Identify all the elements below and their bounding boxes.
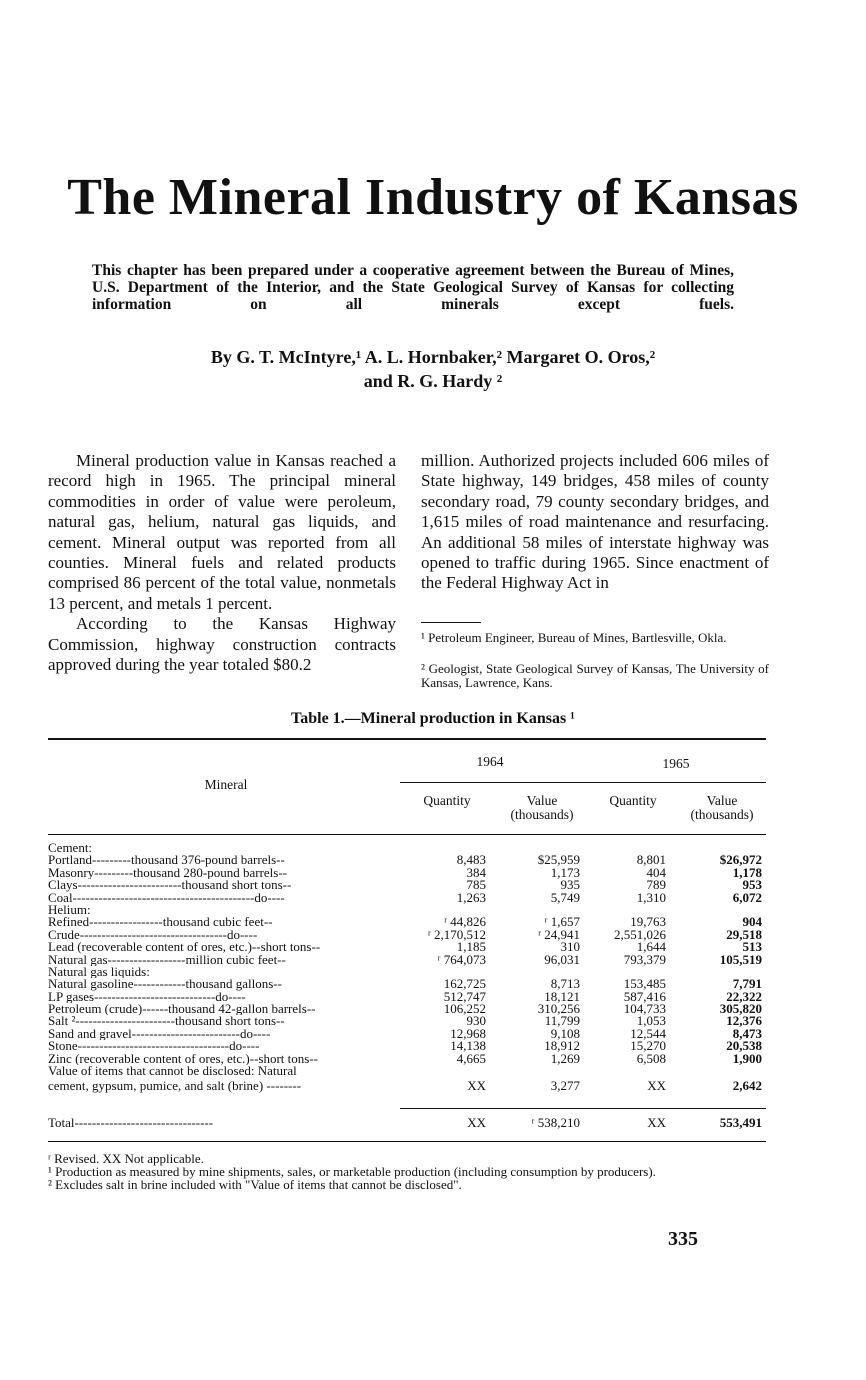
quantity-1964: ʳ 764,073: [437, 951, 486, 967]
quantity-1965: 6,508: [636, 1050, 666, 1066]
row-label: Crude----------------------------------do----: [48, 928, 258, 942]
year-rule: [400, 782, 766, 783]
row-label: Cement:: [48, 842, 93, 855]
table-notes: [48, 1152, 766, 1191]
total-rule: [400, 1108, 766, 1109]
body-column-right: [421, 451, 769, 594]
row-label: Petroleum (crude)------thousand 42-gallon barrels--: [48, 1003, 316, 1016]
value-1965: 953: [742, 877, 762, 893]
value-1965: 1,178: [732, 864, 762, 880]
footnote-2: ² Geologist, State Geological Survey of Kansas, The University of Kansas, Lawrence, Kans.: [421, 661, 769, 690]
row-label: Stone-----------------------------------do----: [48, 1040, 260, 1053]
col-header-quantity-1965: Quantity: [609, 793, 657, 808]
value-1964: 310,256: [537, 1001, 580, 1017]
value-1965: 22,322: [726, 988, 762, 1004]
col-header-value-1964: [498, 794, 586, 822]
quantity-1964: 384: [466, 864, 486, 880]
value-unit: (thousands): [690, 807, 754, 822]
quantity-1964: 785: [466, 877, 486, 893]
note-revised: ʳ Revised. XX Not applicable.: [48, 1151, 204, 1166]
row-label: Clays------------------------thousand short tons--: [48, 879, 292, 892]
row-label: cement, gypsum, pumice, and salt (brine) --------: [48, 1080, 302, 1093]
quantity-1964: 1,263: [456, 889, 486, 905]
table-row: [48, 1050, 766, 1066]
total-label: Total--------------------------------: [48, 1117, 214, 1130]
quantity-1964: ʳ 44,826: [444, 914, 486, 930]
quantity-1964: ʳ 2,170,512: [427, 926, 486, 942]
value-1965: 105,519: [719, 951, 762, 967]
col-header-quantity-1964: Quantity: [423, 793, 471, 808]
body-column-left: [48, 451, 396, 675]
row-label: LP gases----------------------------do----: [48, 990, 246, 1004]
note-production: ¹ Production as measured by mine shipments, sales, or marketable production (including consumption by producers).: [48, 1164, 656, 1179]
table-row: [48, 951, 766, 967]
table-body: [48, 842, 766, 1093]
col-header-mineral: Mineral: [204, 777, 248, 792]
quantity-1964: 512,747: [443, 988, 486, 1004]
quantity-1965: 404: [646, 864, 666, 880]
value-1965: 6,072: [732, 889, 762, 905]
quantity-1965: 2,551,026: [614, 926, 666, 942]
value-1964: 18,121: [544, 988, 580, 1004]
total-quantity-1964: XX: [467, 1115, 486, 1130]
col-header-1964: 1964: [476, 754, 504, 769]
value-1964: 96,031: [544, 951, 580, 967]
quantity-1965: 19,763: [630, 914, 666, 930]
quantity-1964: 162,725: [443, 976, 486, 992]
value-1964: 9,108: [550, 1025, 580, 1041]
quantity-1964: 4,665: [456, 1050, 486, 1066]
quantity-1965: 789: [646, 877, 666, 893]
quantity-1965: 15,270: [630, 1038, 666, 1054]
note-salt: ² Excludes salt in brine included with "Value of items that cannot be disclosed".: [48, 1177, 462, 1192]
chapter-title: The Mineral Industry of Kansas: [67, 169, 799, 226]
quantity-1965: 793,379: [623, 951, 666, 967]
value-1965: 29,518: [726, 926, 762, 942]
quantity-1965: 104,733: [623, 1001, 666, 1017]
row-label: Coal------------------------------------------do----: [48, 891, 285, 904]
quantity-1965: 153,485: [623, 976, 666, 992]
row-label: Natural gasoline------------thousand gallons--: [48, 978, 282, 991]
value-label: Value: [526, 793, 558, 808]
total-value-1964: ʳ 538,210: [531, 1115, 580, 1130]
quantity-1964: 8,483: [456, 852, 486, 868]
value-1964: 5,749: [550, 889, 580, 905]
value-1964: ʳ 24,941: [538, 926, 580, 942]
value-1964: 310: [560, 939, 580, 955]
authors-line-2: and R. G. Hardy ²: [363, 371, 503, 391]
quantity-1964: 12,968: [450, 1025, 486, 1041]
value-1964: 18,912: [544, 1038, 580, 1054]
value-unit: (thousands): [510, 807, 574, 822]
value-label: Value: [706, 793, 738, 808]
row-label: Portland---------thousand 376-pound barrels--: [48, 854, 285, 867]
quantity-1965: XX: [647, 1078, 666, 1094]
page-number: 335: [668, 1228, 698, 1250]
value-1965: 305,820: [719, 1001, 762, 1017]
quantity-1964: XX: [467, 1078, 486, 1094]
quantity-1965: 587,416: [623, 988, 666, 1004]
body-paragraph: According to the Kansas Highway Commission, highway construction contracts approved during the year totaled $80.2: [48, 614, 396, 675]
value-1965: $26,972: [719, 852, 762, 868]
value-1964: ʳ 1,657: [544, 914, 580, 930]
table-bottom-rule: [48, 1141, 766, 1142]
quantity-1964: 106,252: [443, 1001, 486, 1017]
quantity-1964: 14,138: [450, 1038, 486, 1054]
row-label: Lead (recoverable content of ores, etc.)--short tons--: [48, 941, 321, 954]
body-paragraph: Mineral production value in Kansas reached a record high in 1965. The principal mineral commodities in order of value were peroleum, natural gas, helium, natural gas liquids, and cement. Mineral output was reported from all counties. Mineral fuels and related products comprised 86 percent of the total value, nonmetals 13 percent, and metals 1 percent.: [48, 451, 396, 613]
intro-paragraph: This chapter has been prepared under a cooperative agreement between the Bureau of Mines, U.S. Department of the Interior, and the State Geological Survey of Kansas for collecting information on all minerals except fuels.: [92, 262, 734, 313]
col-header-1965: 1965: [662, 756, 690, 771]
value-1965: 12,376: [726, 1013, 762, 1029]
value-1964: 935: [560, 877, 580, 893]
row-label: Value of items that cannot be disclosed: Natural: [48, 1065, 297, 1078]
col-header-value-1965: [678, 794, 766, 822]
row-label: Masonry---------thousand 280-pound barrels--: [48, 866, 287, 880]
quantity-1965: 1,310: [636, 889, 666, 905]
footnote-1: ¹ Petroleum Engineer, Bureau of Mines, Bartlesville, Okla.: [421, 630, 727, 645]
value-1965: 904: [742, 914, 762, 930]
quantity-1965: 1,644: [636, 939, 666, 955]
row-label: Zinc (recoverable content of ores, etc.)--short tons--: [48, 1052, 318, 1066]
value-1965: 8,473: [732, 1025, 762, 1041]
row-label: Salt ²-----------------------thousand short tons--: [48, 1015, 285, 1028]
table-top-rule: [48, 738, 766, 740]
table-row: [48, 1080, 766, 1092]
value-1965: 2,642: [732, 1078, 762, 1094]
row-label: Refined-----------------thousand cubic feet--: [48, 916, 273, 929]
total-row: [48, 1117, 766, 1129]
value-1965: 1,900: [732, 1050, 762, 1066]
quantity-1965: 8,801: [636, 852, 666, 868]
quantity-1964: 930: [466, 1013, 486, 1029]
value-1965: 513: [742, 939, 762, 955]
quantity-1965: 12,544: [630, 1025, 666, 1041]
authors: [0, 345, 866, 393]
value-1964: 3,277: [550, 1078, 580, 1094]
value-1964: 1,173: [550, 864, 580, 880]
footnote-divider: [421, 622, 481, 623]
table-row: [48, 889, 766, 905]
row-label: Helium:: [48, 903, 91, 917]
header-rule: [48, 834, 766, 835]
total-quantity-1965: XX: [647, 1115, 666, 1130]
row-label: Sand and gravel-------------------------do----: [48, 1027, 271, 1041]
total-value-1965: 553,491: [719, 1115, 762, 1130]
row-label: Natural gas------------------million cubic feet--: [48, 953, 286, 966]
quantity-1964: 1,185: [456, 939, 486, 955]
value-1964: $25,959: [537, 852, 580, 868]
table-row: [48, 1065, 766, 1077]
value-1964: 8,713: [550, 976, 580, 992]
quantity-1965: 1,053: [636, 1013, 666, 1029]
value-1964: 1,269: [550, 1050, 580, 1066]
value-1965: 7,791: [732, 976, 762, 992]
authors-line-1: By G. T. McIntyre,¹ A. L. Hornbaker,² Margaret O. Oros,²: [210, 347, 656, 367]
table-title: Table 1.—Mineral production in Kansas ¹: [291, 710, 575, 727]
value-1965: 20,538: [726, 1038, 762, 1054]
row-label: Natural gas liquids:: [48, 965, 150, 979]
body-paragraph: million. Authorized projects included 606 miles of State highway, 149 bridges, 458 miles of county secondary road, 79 county secondary bridges, and 1,615 miles of road maintenance and resurfacing. An additional 58 miles of interstate highway was opened to traffic during 1965. Since enactment of the Federal Highway Act in: [421, 451, 769, 593]
value-1964: 11,799: [544, 1013, 580, 1029]
